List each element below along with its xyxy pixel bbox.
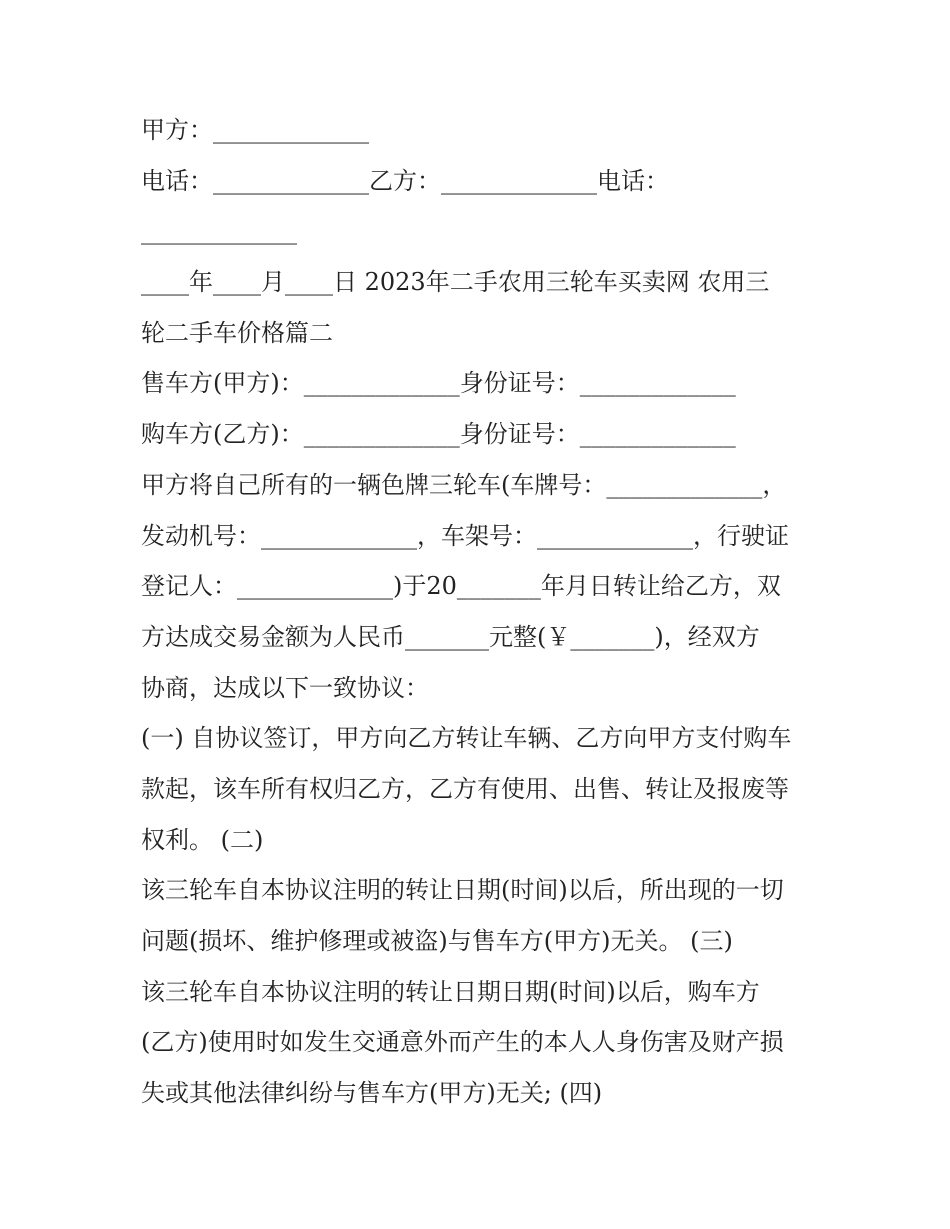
clause-line: 款起，该车所有权归乙方，乙方有使用、出售、转让及报废等 <box>141 774 789 803</box>
buyer-line: 购车方(乙方)：_____________身份证号：_____________ <box>141 420 736 449</box>
clause-line: 失或其他法律纠纷与售车方(甲方)无关; (四) <box>141 1079 603 1108</box>
title-continuation-line: 轮二手车价格篇二 <box>141 318 333 347</box>
seller-line: 售车方(甲方)：_____________身份证号：_____________ <box>141 369 736 398</box>
clause-line: 该三轮车自本协议注明的转让日期日期(时间)以后，购车方 <box>141 977 760 1006</box>
clause-line: 该三轮车自本协议注明的转让日期(时间)以后，所出现的一切 <box>141 876 784 905</box>
phone-party-b-line: 电话：_____________乙方：_____________电话： <box>141 166 669 195</box>
blank-line: _____________ <box>141 217 297 246</box>
paragraph-line: 甲方将自己所有的一辆色牌三轮车(车牌号：_____________， <box>141 470 787 499</box>
clause-line: (一) 自协议签订，甲方向乙方转让车辆、乙方向甲方支付购车 <box>141 724 792 753</box>
paragraph-line: 方达成交易金额为人民币_______元整(￥_______)，经双方 <box>141 622 760 651</box>
date-title-line: ____年____月____日 2023年二手农用三轮车买卖网 农用三 <box>141 268 770 297</box>
paragraph-line: 协商，达成以下一致协议： <box>141 673 429 702</box>
document-body <box>141 105 821 1119</box>
clause-line: 问题(损坏、维护修理或被盗)与售车方(甲方)无关。 (三) <box>141 927 733 955</box>
clause-line: 权利。 (二) <box>141 825 264 854</box>
paragraph-line: 登记人：_____________)于20_______年月日转让给乙方，双 <box>141 572 781 601</box>
clause-line: (乙方)使用时如发生交通意外而产生的本人人身伤害及财产损 <box>141 1028 784 1057</box>
paragraph-line: 发动机号：_____________，车架号：_____________，行驶证 <box>141 521 789 550</box>
party-a-line: 甲方：_____________ <box>141 116 369 144</box>
